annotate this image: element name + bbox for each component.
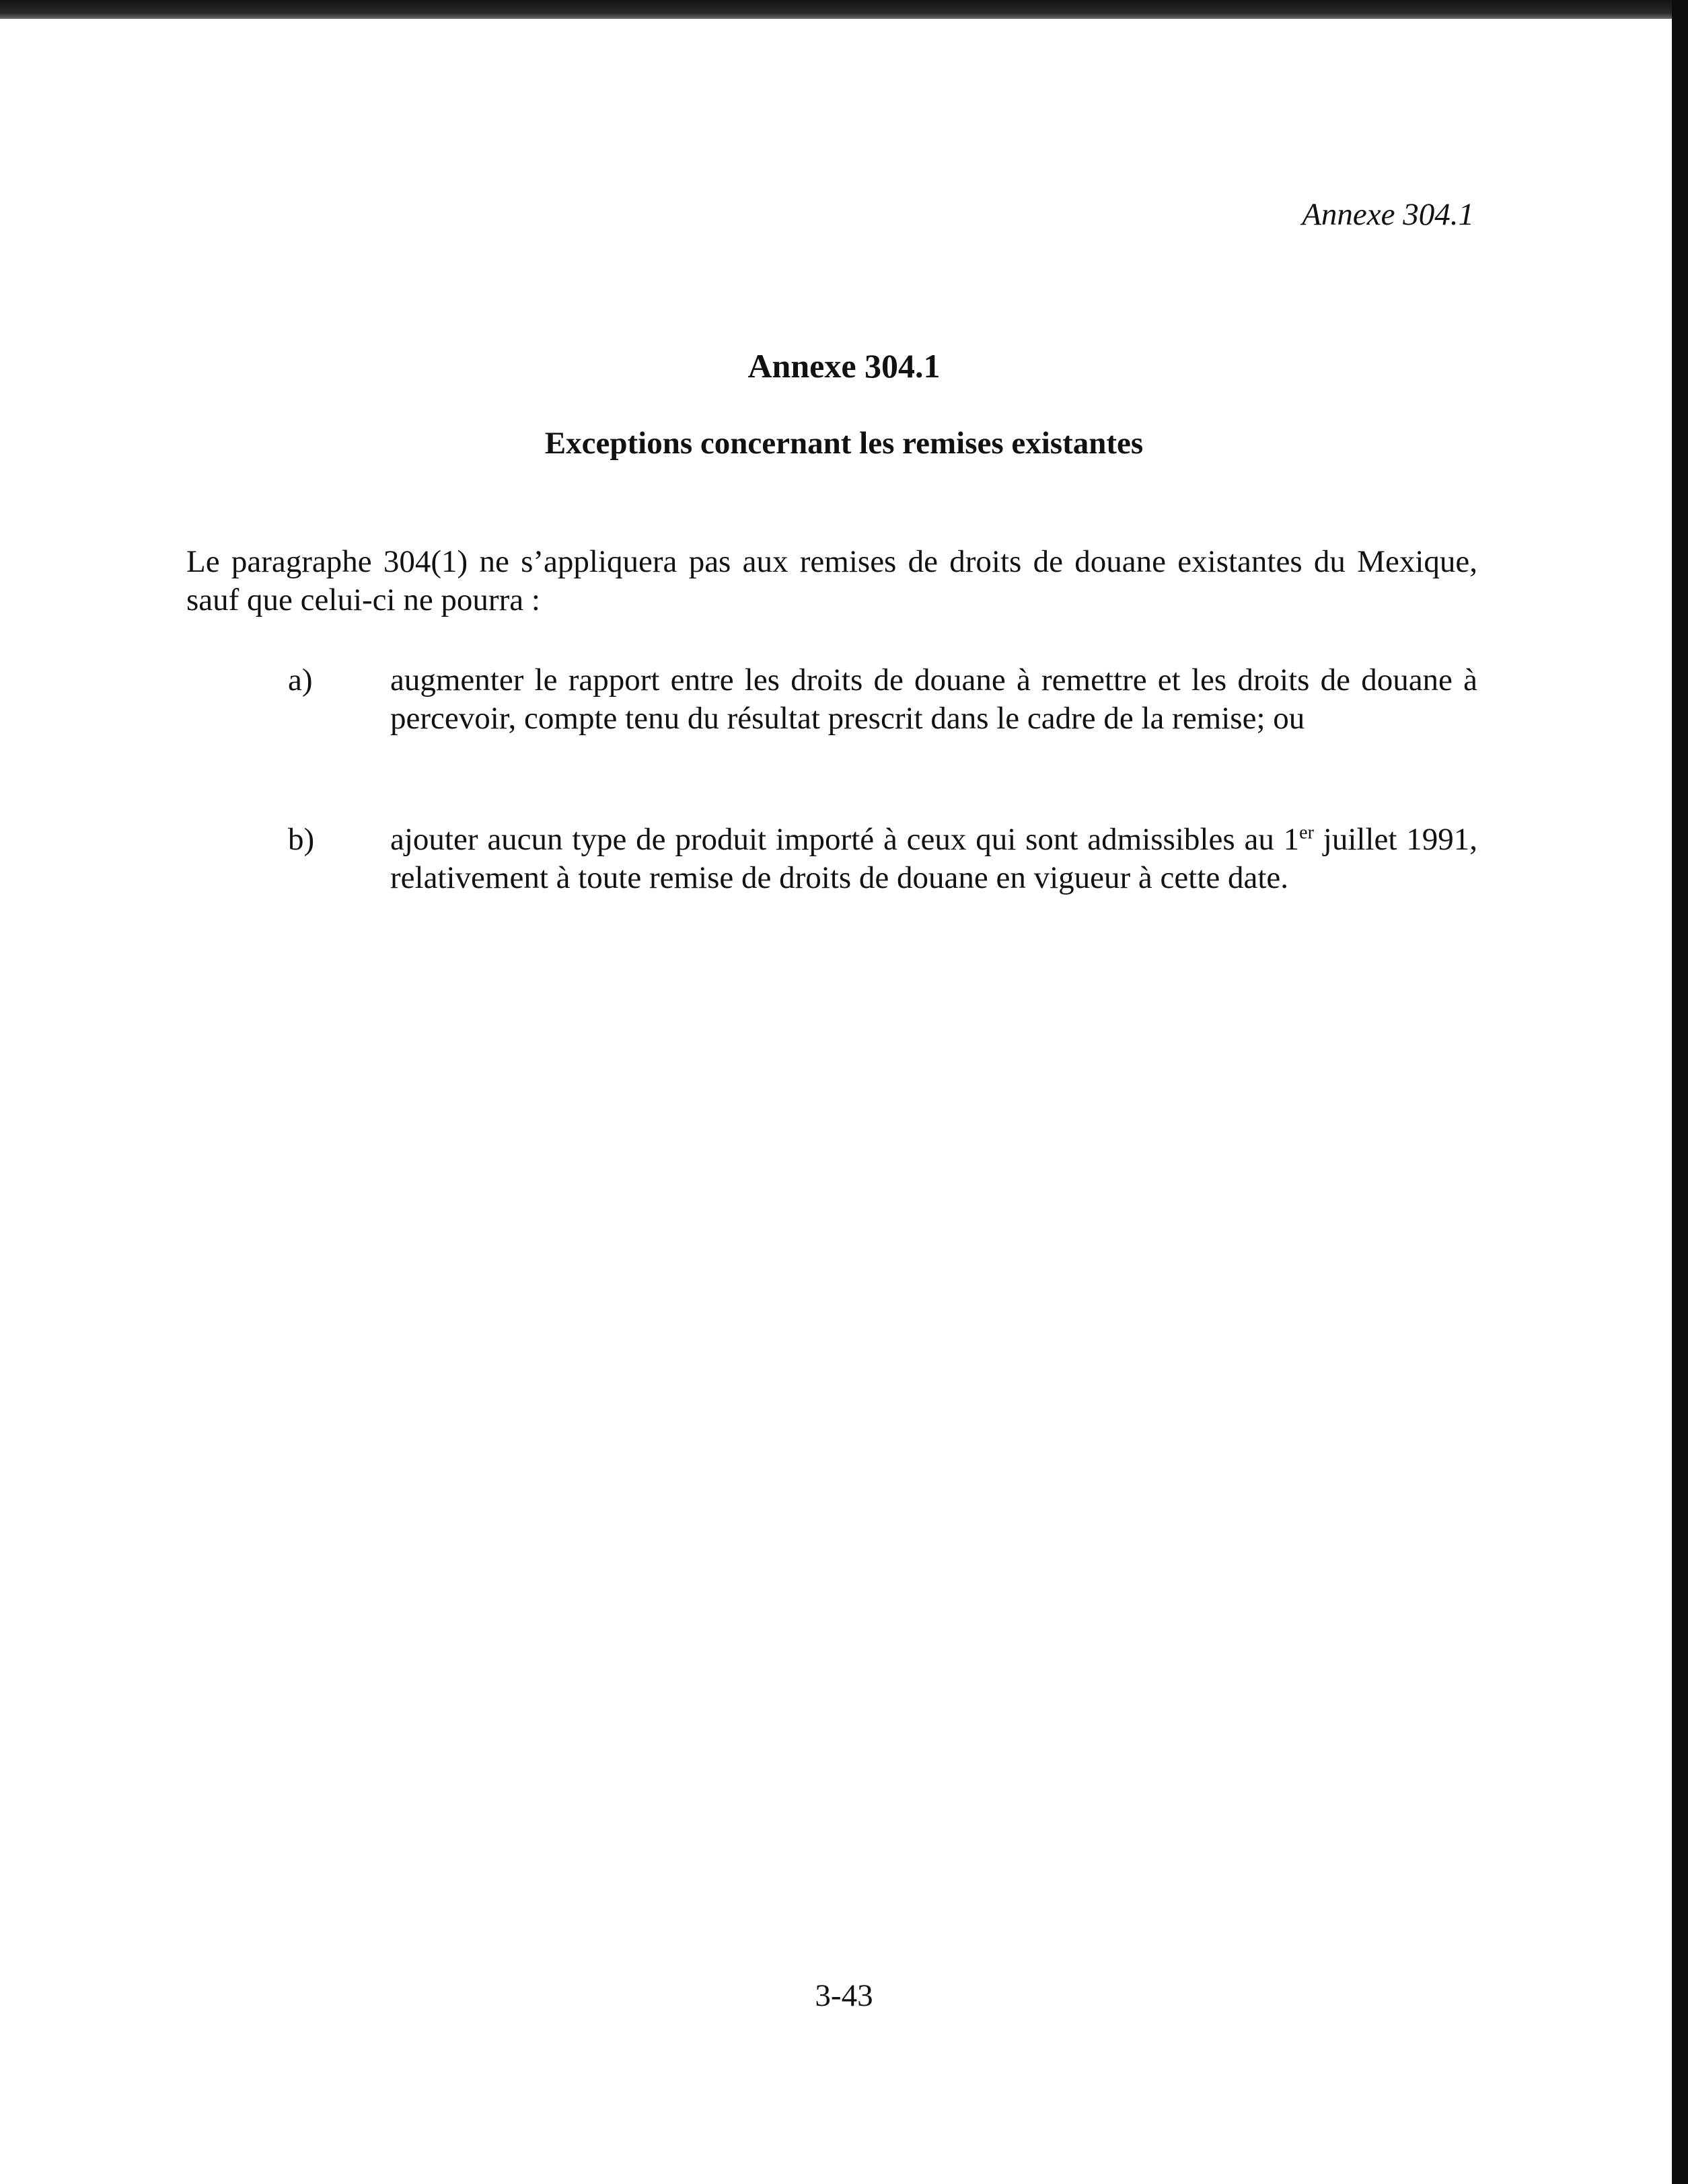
running-header: Annexe 304.1 xyxy=(1302,197,1474,232)
ordinal-superscript: er xyxy=(1299,822,1314,843)
list-item-text xyxy=(390,821,1477,897)
list-item-text-before: ajouter aucun type de produit importé à ceux qui sont admissibles au 1 xyxy=(390,822,1300,857)
page-number: 3-43 xyxy=(815,1978,873,2013)
list-item-label: b) xyxy=(288,822,315,857)
scan-right-border xyxy=(1672,0,1688,2184)
scan-top-border xyxy=(0,0,1688,19)
intro-paragraph: Le paragraphe 304(1) ne s’appliquera pas aux remises de droits de douane existantes du Mexique, sauf que celui-ci ne pourra : xyxy=(186,544,1477,617)
list-item-text: augmenter le rapport entre les droits de douane à remettre et les droits de douane à percevoir, compte tenu du résultat prescrit dans le cadre de la remise; ou xyxy=(390,663,1477,736)
annex-title: Annexe 304.1 xyxy=(747,347,941,385)
list-item-label: a) xyxy=(288,663,313,698)
annex-subtitle: Exceptions concernant les remises existantes xyxy=(544,426,1144,461)
list-item-text-after: juillet 1991, relativement à toute remise de droits de douane en vigueur à cette date. xyxy=(390,822,1477,895)
